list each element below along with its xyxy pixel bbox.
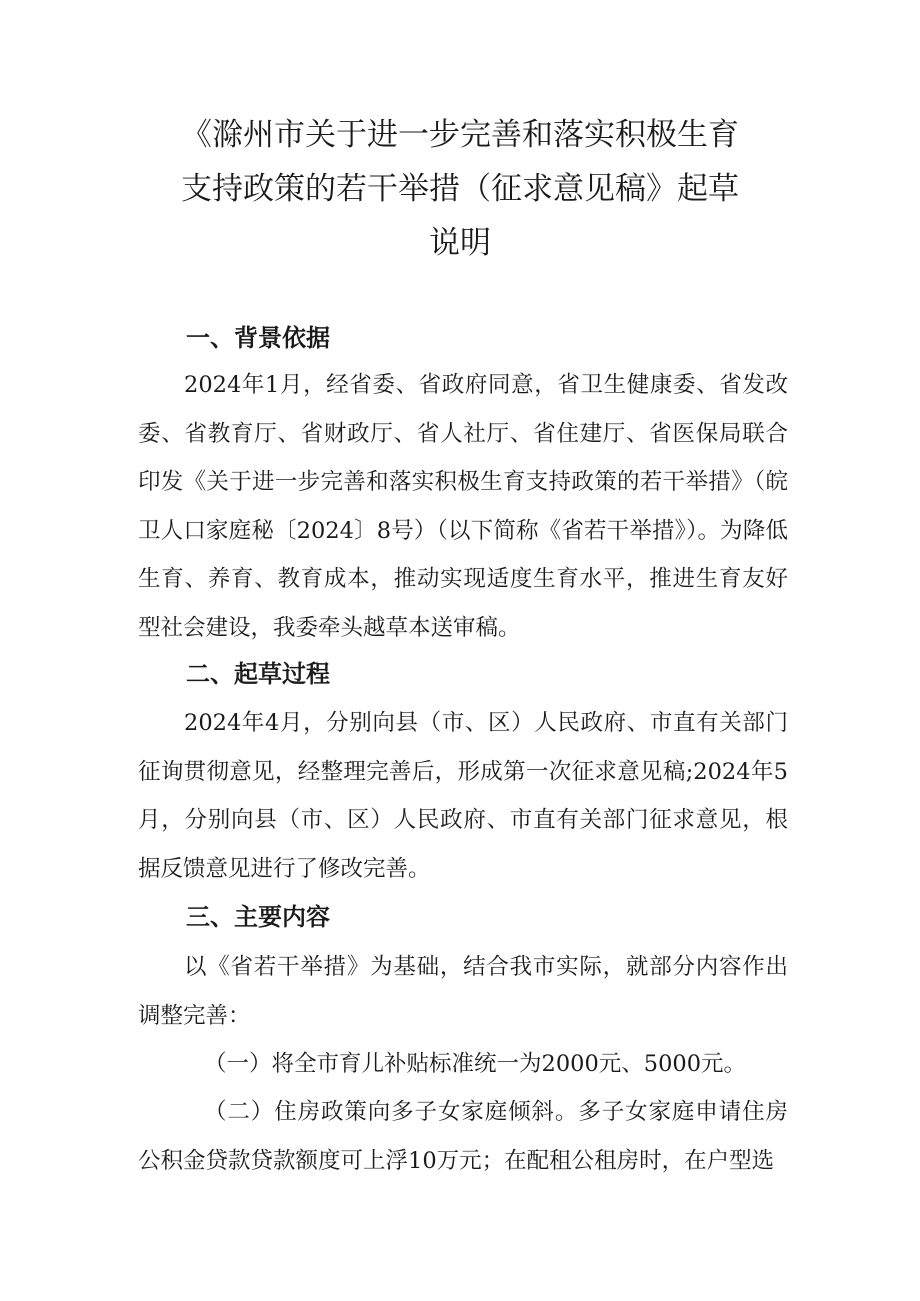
section-heading-main-content: 三、主要内容 [186,903,330,931]
section-heading-background: 一、背景依据 [186,324,330,352]
section-drafting-process-paragraph: 2024年4月，分别向县（市、区）人民政府、市直有关部门征询贯彻意见，经整理完善后，形成第一次征求意见稿;2024年5月，分别向县（市、区）人民政府、市直有关部门征求意见，根据反馈意见进行了修改完善。 [138,710,788,882]
document-title-line-2: 支持政策的若干举措（征求意见稿》起草 [181,171,739,207]
section-main-content-intro: 以《省若干举措》为基础，结合我市实际，就部分内容作出调整完善： [138,954,788,1029]
main-content-item-1: （一）将全市育儿补贴标准统一为2000元、5000元。 [204,1051,747,1077]
document-title-line-3: 说明 [429,225,491,261]
document-title-line-1: 《滁州市关于进一步完善和落实积极生育 [181,117,739,153]
section-background-paragraph: 2024年1月，经省委、省政府同意，省卫生健康委、省发改委、省教育厅、省财政厅、省人社厅、省住建厅、省医保局联合印发《关于进一步完善和落实积极生育支持政策的若干举措》（皖卫人口家庭秘〔2024〕8号）（以下简称《省若干举措》）。为降低生育、养育、教育成本，推动实现适度生育水平，推进生育友好型社会建设，我委牵头越草本送审稿。 [138,372,788,641]
section-heading-drafting-process: 二、起草过程 [186,660,330,688]
main-content-item-2: （二）住房政策向多子女家庭倾斜。多子女家庭申请住房公积金贷款贷款额度可上浮10万元；在配租公租房时，在户型选 [138,1099,788,1174]
